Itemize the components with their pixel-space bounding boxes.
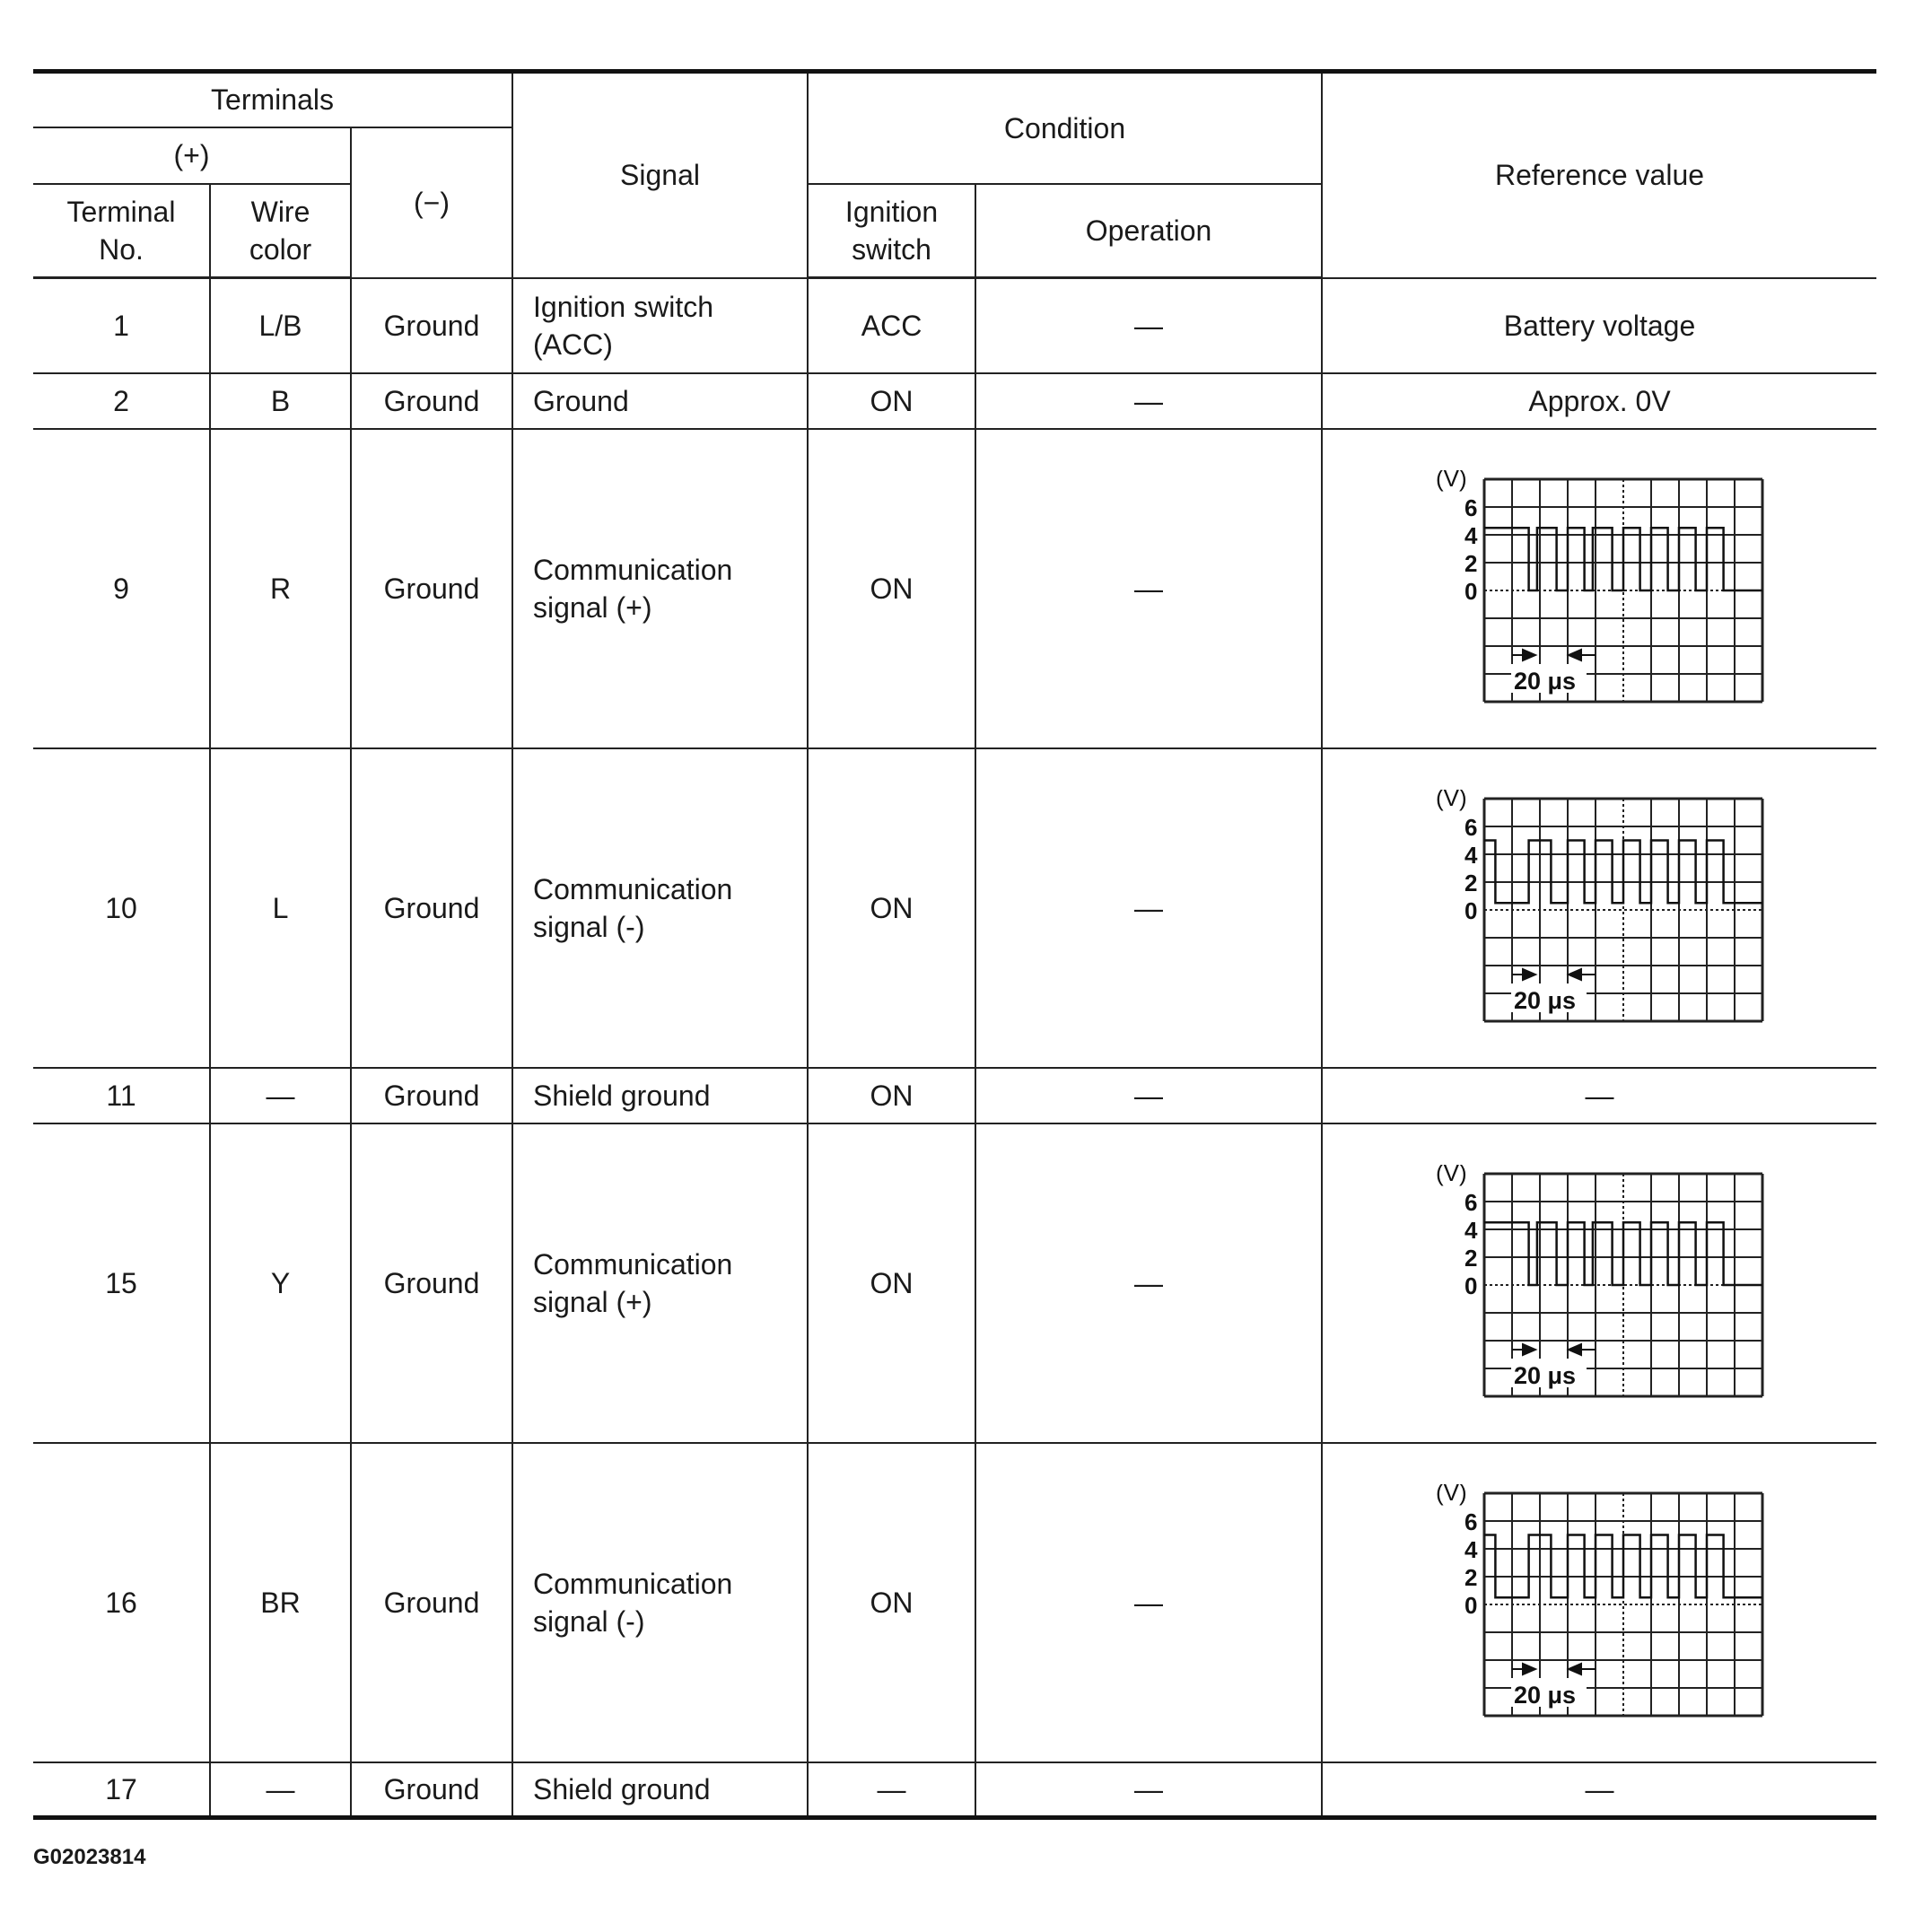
table-row: [33, 1762, 1876, 1818]
reference-value: [1322, 429, 1876, 748]
wire-color: R: [210, 429, 351, 748]
operation: —: [975, 1443, 1322, 1762]
minus-terminal: Ground: [351, 373, 512, 429]
header-signal: Signal: [512, 72, 808, 278]
scope-y-tick: 4: [1464, 1535, 1477, 1563]
table-row: [33, 748, 1876, 1068]
oscilloscope-waveform: [1432, 1484, 1768, 1721]
table-row: [33, 1068, 1876, 1123]
scope-y-tick: 0: [1464, 577, 1477, 605]
ignition-switch: ON: [808, 748, 975, 1068]
scope-y-tick: 2: [1464, 1244, 1477, 1272]
terminal-no: 10: [33, 748, 210, 1068]
operation: —: [975, 748, 1322, 1068]
scope-unit-label: (V): [1435, 1164, 1467, 1186]
header-terminal-no: Terminal No.: [33, 184, 210, 278]
terminal-no: 11: [33, 1068, 210, 1123]
header-reference-value: Reference value: [1322, 72, 1876, 278]
ignition-switch: ON: [808, 373, 975, 429]
time-span-marker: [1512, 650, 1596, 660]
wire-color: Y: [210, 1123, 351, 1443]
ignition-switch: —: [808, 1762, 975, 1818]
scope-unit-label: (V): [1435, 469, 1467, 492]
minus-terminal: Ground: [351, 748, 512, 1068]
oscilloscope-waveform: [1432, 470, 1768, 707]
scope-time-label: 20 μs: [1513, 986, 1576, 1014]
header-plus: (+): [33, 127, 351, 184]
oscilloscope-waveform: [1432, 1165, 1768, 1402]
table-row: [33, 373, 1876, 429]
minus-terminal: Ground: [351, 429, 512, 748]
operation: —: [975, 429, 1322, 748]
header-ignition-switch: Ignition switch: [808, 184, 975, 278]
wire-color: L: [210, 748, 351, 1068]
signal-name: Shield ground: [512, 1068, 808, 1123]
scope-y-tick: 6: [1464, 1508, 1477, 1535]
scope-y-tick: 0: [1464, 896, 1477, 924]
header-terminals: Terminals: [33, 72, 512, 127]
header-minus: (−): [351, 127, 512, 278]
scope-y-tick: 4: [1464, 521, 1477, 549]
minus-terminal: Ground: [351, 1123, 512, 1443]
ignition-switch: ON: [808, 429, 975, 748]
waveform-trace: [1484, 840, 1762, 903]
scope-y-tick: 2: [1464, 869, 1477, 896]
wire-color: —: [210, 1068, 351, 1123]
reference-value: [1322, 1443, 1876, 1762]
wire-color: L/B: [210, 278, 351, 373]
reference-value: —: [1322, 1762, 1876, 1818]
header-condition: Condition: [808, 72, 1322, 184]
time-span-marker: [1512, 1344, 1596, 1355]
ignition-switch: ON: [808, 1068, 975, 1123]
scope-y-tick: 6: [1464, 494, 1477, 521]
operation: —: [975, 1123, 1322, 1443]
waveform-trace: [1484, 528, 1762, 590]
reference-value: Battery voltage: [1322, 278, 1876, 373]
wire-color: —: [210, 1762, 351, 1818]
scope-y-tick: 0: [1464, 1272, 1477, 1299]
scope-y-tick: 0: [1464, 1591, 1477, 1619]
terminal-reference-table: [33, 69, 1876, 1820]
scope-y-tick: 4: [1464, 1216, 1477, 1244]
signal-name: Communication signal (-): [512, 1443, 808, 1762]
time-span-marker: [1512, 969, 1596, 980]
minus-terminal: Ground: [351, 278, 512, 373]
scope-unit-label: (V): [1435, 789, 1467, 811]
signal-name: Communication signal (-): [512, 748, 808, 1068]
table-row: [33, 278, 1876, 373]
terminal-no: 15: [33, 1123, 210, 1443]
signal-name: Shield ground: [512, 1762, 808, 1818]
operation: —: [975, 373, 1322, 429]
scope-y-tick: 4: [1464, 841, 1477, 869]
scope-time-label: 20 μs: [1513, 667, 1576, 695]
scope-y-tick: 6: [1464, 813, 1477, 841]
oscilloscope-waveform: [1432, 790, 1768, 1027]
table-row: [33, 1123, 1876, 1443]
signal-name: Communication signal (+): [512, 429, 808, 748]
signal-name: Ignition switch (ACC): [512, 278, 808, 373]
time-span-marker: [1512, 1664, 1596, 1674]
signal-name: Communication signal (+): [512, 1123, 808, 1443]
ignition-switch: ON: [808, 1123, 975, 1443]
header-wire-color: Wire color: [210, 184, 351, 278]
operation: —: [975, 278, 1322, 373]
reference-value: —: [1322, 1068, 1876, 1123]
operation: —: [975, 1762, 1322, 1818]
header-operation: Operation: [975, 184, 1322, 278]
terminal-no: 16: [33, 1443, 210, 1762]
wire-color: BR: [210, 1443, 351, 1762]
reference-value: Approx. 0V: [1322, 373, 1876, 429]
reference-value: [1322, 1123, 1876, 1443]
scope-time-label: 20 μs: [1513, 1681, 1576, 1709]
scope-y-tick: 2: [1464, 549, 1477, 577]
wire-color: B: [210, 373, 351, 429]
table-row: [33, 1443, 1876, 1762]
minus-terminal: Ground: [351, 1443, 512, 1762]
scope-y-tick: 6: [1464, 1188, 1477, 1216]
scope-unit-label: (V): [1435, 1483, 1467, 1506]
minus-terminal: Ground: [351, 1068, 512, 1123]
figure-code: G02023814: [33, 1845, 146, 1869]
waveform-trace: [1484, 1534, 1762, 1597]
ignition-switch: ACC: [808, 278, 975, 373]
terminal-no: 2: [33, 373, 210, 429]
operation: —: [975, 1068, 1322, 1123]
waveform-trace: [1484, 1222, 1762, 1285]
table-row: [33, 429, 1876, 748]
reference-value: [1322, 748, 1876, 1068]
scope-y-tick: 2: [1464, 1563, 1477, 1591]
ignition-switch: ON: [808, 1443, 975, 1762]
terminal-no: 9: [33, 429, 210, 748]
terminal-no: 17: [33, 1762, 210, 1818]
scope-time-label: 20 μs: [1513, 1361, 1576, 1389]
terminal-no: 1: [33, 278, 210, 373]
minus-terminal: Ground: [351, 1762, 512, 1818]
signal-name: Ground: [512, 373, 808, 429]
